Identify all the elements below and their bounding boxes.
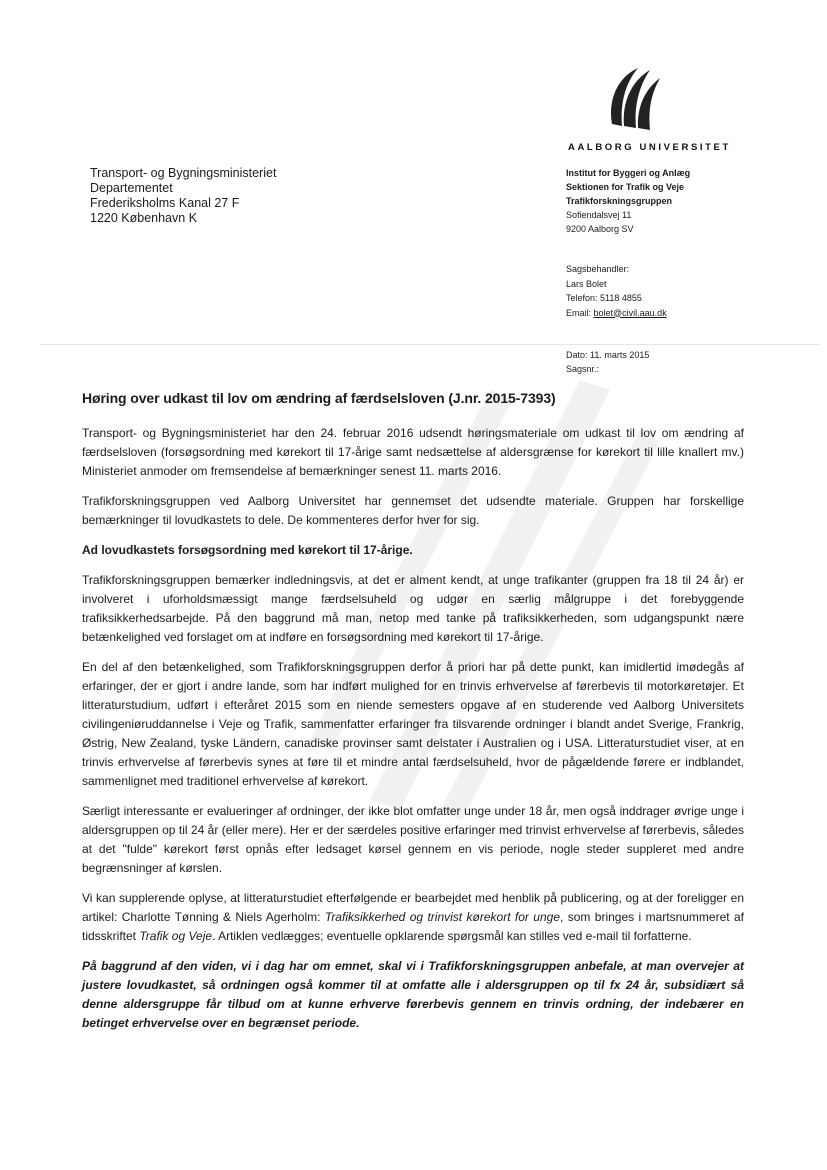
sender-group: Trafikforskningsgruppen <box>566 196 673 206</box>
sender-institute: Institut for Byggeri og Anlæg <box>566 168 691 178</box>
recipient-line: 1220 København K <box>90 211 198 225</box>
email-label: Email: <box>566 307 594 318</box>
email-link[interactable]: bolet@civil.aau.dk <box>593 307 667 318</box>
article-text: , som bringes i martsnummeret af tidsskriftet <box>82 910 744 943</box>
sender-street: Sofiendalsvej 11 <box>566 210 632 220</box>
recipient-address <box>90 166 276 226</box>
article-text: . Artiklen vedlægges; eventuelle opklarende spørgsmål kan stilles ved e-mail til forfatterne. <box>212 929 692 943</box>
email-line <box>566 306 667 321</box>
body-paragraph: En del af den betænkelighed, som Trafikforskningsgruppen derfor å priori har på dette punkt, kan imidlertid imødegås af erfaringer, der er gjort i andre lande, som har indført mulighed for en trinvis erhvervelse af førerbevis til motorkøretøjer. Et litteraturstudium, udført i efteråret 2015 som en niende semesters opgave af en studerende ved Aalborg Universitets civilingeniøruddannelse i Veje og Trafik, sammenfatter erfaringer fra tilsvarende ordninger i blandt andet Sverige, Frankrig, Østrig, New Zealand, tyske Ländern, canadiske provinser samt delstater i Australien og i USA. Litteraturstudiet viser, at en trinvis erhvervelse af førerbevis synes at føre til et mindre antal færdselsuheld, hvor de pågældende førere er indblandet, sammenlignet med traditionel erhvervelse af kørekort. <box>82 660 744 788</box>
body-paragraph: Trafikforskningsgruppen bemærker indledningsvis, at det er alment kendt, at unge trafikanter (gruppen fra 18 til 24 år) er involveret i uforholdsmæssigt mange færdselsuheld og udgør en særlig målgruppe i det forebyggende trafiksikkerhedsarbejde. På den baggrund må man, netop med tanke på trafiksikkerheden, som udgangspunkt nære betænkelighed ved forslaget om at indføre en forsøgsordning med kørekort til 17-årige. <box>82 573 744 644</box>
body-paragraph <box>82 889 744 946</box>
case-number: Sagsnr.: <box>566 364 600 374</box>
handler-label: Sagsbehandler: <box>566 264 630 274</box>
handler-name: Lars Bolet <box>566 278 607 289</box>
body-paragraph: Særligt interessante er evalueringer af ordninger, der ikke blot omfatter unge under 18 år, men også inddrager øvrige unge i aldersgruppen op til 24 år (eller mere). Her er der særdeles positive erfaringer med trinvist erhvervelse af førerbevis, således at det "fulde" kørekort først opnås efter ledsaget kørsel gennem en vis periode, nogle steder suppleret med andre begrænsninger af kørslen. <box>82 804 744 875</box>
sender-city: 9200 Aalborg SV <box>566 224 634 234</box>
sender-address <box>566 166 690 236</box>
letter-date: Dato: 11. marts 2015 <box>566 350 650 360</box>
contact-block <box>566 262 667 320</box>
sender-section: Sektionen for Trafik og Veje <box>566 182 685 192</box>
date-block <box>566 348 649 376</box>
recipient-line: Departementet <box>90 181 173 195</box>
article-title: Trafiksikkerhed og trinvist kørekort for unge <box>324 910 560 924</box>
university-name: AALBORG UNIVERSITET <box>568 142 731 153</box>
letter-heading: Høring over udkast til lov om ændring af færdselsloven (J.nr. 2015-7393) <box>82 390 556 406</box>
letter-body <box>82 424 744 1044</box>
aau-wave-logo-icon <box>606 64 662 132</box>
body-paragraph: Transport- og Bygningsministeriet har den 24. februar 2016 udsendt høringsmateriale om udkast til lov om ændring af færdselsloven (forsøgsordning med kørekort til 17-årige samt nedsættelse af aldersgrænse for kørekort til lille knallert mv.) Ministeriet anmoder om fremsendelse af bemærkninger senest 11. marts 2016. <box>82 426 744 478</box>
recipient-line: Transport- og Bygningsministeriet <box>90 166 277 180</box>
recipient-line: Frederiksholms Kanal 27 F <box>90 196 240 210</box>
fold-line <box>40 344 820 345</box>
article-text: Vi kan supplerende oplyse, at litteraturstudiet efterfølgende er bearbejdet med henblik på publicering, og at der foreligger en artikel: Charlotte Tønning & Niels Agerholm: <box>82 891 744 924</box>
conclusion-paragraph: På baggrund af den viden, vi i dag har om emnet, skal vi i Trafikforskningsgruppen anbefale, at man overvejer at justere lovudkastet, så ordningen også kommer til at omfatte alle i aldersgruppen op til fx 24 år, subsidiært så denne aldersgruppe får tilbud om at kunne erhverve førerbevis gennem en trinvis ordning, der indebærer en betinget erhvervelse over en begrænset periode. <box>82 959 744 1030</box>
phone-number: Telefon: 5118 4855 <box>566 293 642 303</box>
journal-name: Trafik og Veje <box>139 929 213 943</box>
section-subheading: Ad lovudkastets forsøgsordning med kørekort til 17-årige. <box>82 543 413 557</box>
body-paragraph: Trafikforskningsgruppen ved Aalborg Universitet har gennemset det udsendte materiale. Gruppen har forskellige bemærkninger til lovudkastets to dele. De kommenteres derfor hver for sig. <box>82 494 744 527</box>
